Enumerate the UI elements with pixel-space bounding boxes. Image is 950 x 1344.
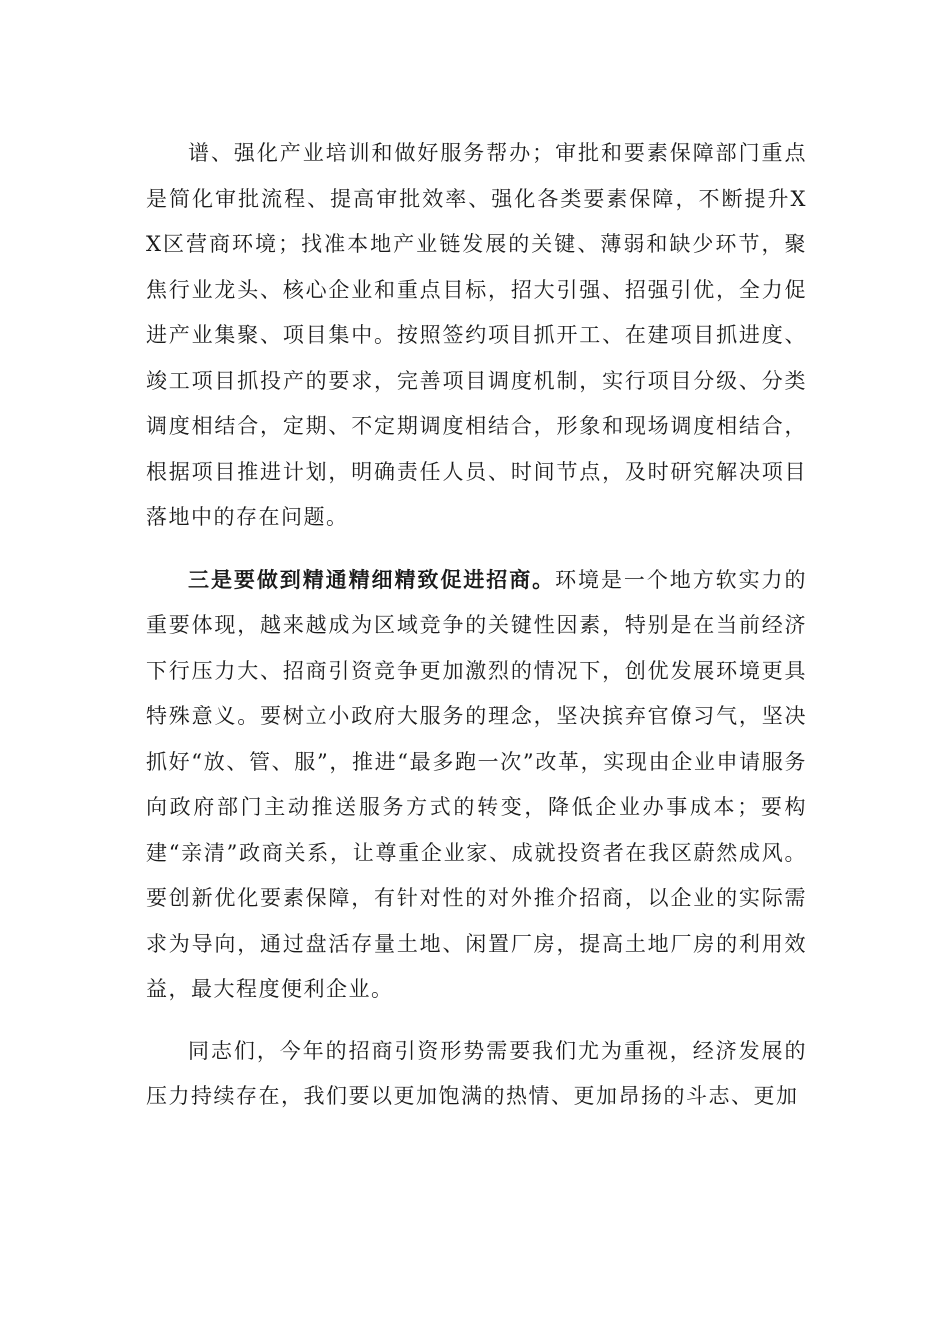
paragraph-1-text: 谱、强化产业培训和做好服务帮办；审批和要素保障部门重点是简化审批流程、提高审批效率、强化各类要素保障，不断提升XX区营商环境；找准本地产业链发展的关键、薄弱和缺少环节，聚焦行业龙头、核心企业和重点目标，招大引强、招强引优，全力促进产业集聚、项目集中。按照签约项目抓开工、在建项目抓进度、竣工项目抓投产的要求，完善项目调度机制，实行项目分级、分类调度相结合，定期、不定期调度相结合，形象和现场调度相结合，根据项目推进计划，明确责任人员、时间节点，及时研究解决项目落地中的存在问题。	[146, 141, 807, 529]
paragraph-1	[146, 131, 807, 541]
paragraph-3-text: 同志们，今年的招商引资形势需要我们尤为重视，经济发展的压力持续存在，我们要以更加饱满的热情、更加昂扬的斗志、更加	[146, 1038, 807, 1108]
document-body	[146, 131, 807, 1120]
paragraph-2-heading: 三是要做到精通精细精致促进招商。	[188, 566, 556, 592]
paragraph-2	[146, 557, 807, 1013]
paragraph-3	[146, 1029, 807, 1120]
paragraph-2-text: 环境是一个地方软实力的重要体现，越来越成为区域竞争的关键性因素，特别是在当前经济下行压力大、招商引资竞争更加激烈的情况下，创优发展环境更具特殊意义。要树立小政府大服务的理念，坚决摈弃官僚习气，坚决抓好“放、管、服”，推进“最多跑一次”改革，实现由企业申请服务向政府部门主动推送服务方式的转变，降低企业办事成本；要构建“亲清”政商关系，让尊重企业家、成就投资者在我区蔚然成风。要创新优化要素保障，有针对性的对外推介招商，以企业的实际需求为导向，通过盘活存量土地、闲置厂房，提高土地厂房的利用效益，最大程度便利企业。	[146, 567, 808, 1001]
